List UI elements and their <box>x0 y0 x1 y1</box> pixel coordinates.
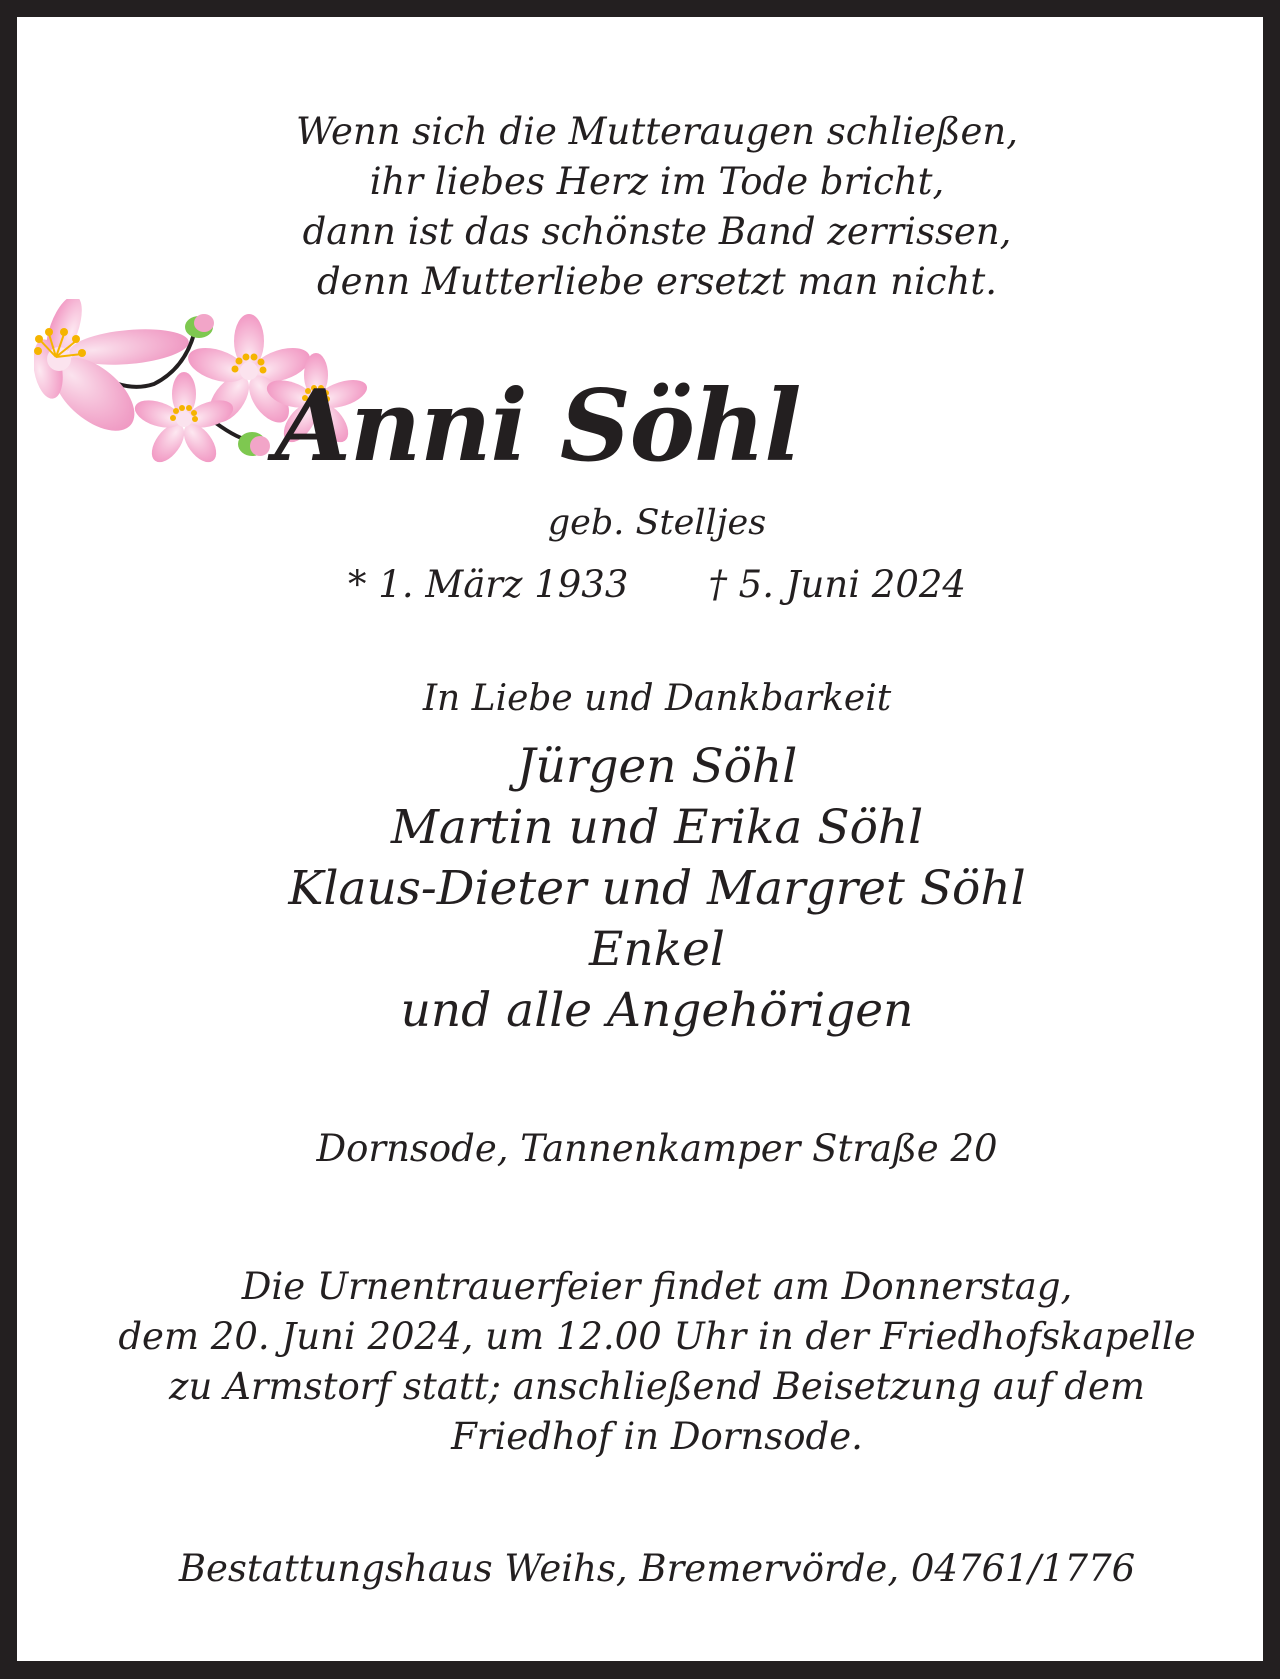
undertaker-info: Bestattungshaus Weihs, Bremervörde, 04761/1776 <box>178 1547 1136 1590</box>
poem-line: denn Mutterliebe ersetzt man nicht. <box>317 260 997 303</box>
ceremony-line: dem 20. Juni 2024, um 12.00 Uhr in der Friedhofskapelle <box>118 1315 1196 1358</box>
address: Dornsode, Tannenkamper Straße 20 <box>316 1127 998 1170</box>
mourner-name: und alle Angehörigen <box>400 983 914 1038</box>
ceremony-line: Die Urnentrauerfeier findet am Donnerstag, <box>241 1265 1073 1308</box>
birth-date: * 1. März 1933 <box>348 563 629 606</box>
mourner-name: Enkel <box>589 922 725 977</box>
born-name: geb. Stelljes <box>547 503 767 543</box>
deceased-name: Anni Söhl <box>275 369 801 484</box>
mourner-name: Martin und Erika Söhl <box>390 800 924 855</box>
life-dates <box>17 563 1280 607</box>
mourner-name: Klaus-Dieter und Margret Söhl <box>288 861 1026 916</box>
poem <box>17 107 1280 307</box>
death-date: † 5. Juni 2024 <box>708 563 966 606</box>
ceremony-line: zu Armstorf statt; anschließend Beisetzung auf dem <box>169 1365 1145 1408</box>
ceremony-notice <box>17 1262 1280 1462</box>
poem-line: Wenn sich die Mutteraugen schließen, <box>295 110 1019 153</box>
poem-line: dann ist das schönste Band zerrissen, <box>302 210 1012 253</box>
mourners-list <box>17 736 1280 1041</box>
mourner-name: Jürgen Söhl <box>516 739 798 794</box>
poem-line: ihr liebes Herz im Tode bricht, <box>369 160 945 203</box>
mourners-intro: In Liebe und Dankbarkeit <box>422 678 892 719</box>
ceremony-line: Friedhof in Dornsode. <box>451 1415 863 1458</box>
